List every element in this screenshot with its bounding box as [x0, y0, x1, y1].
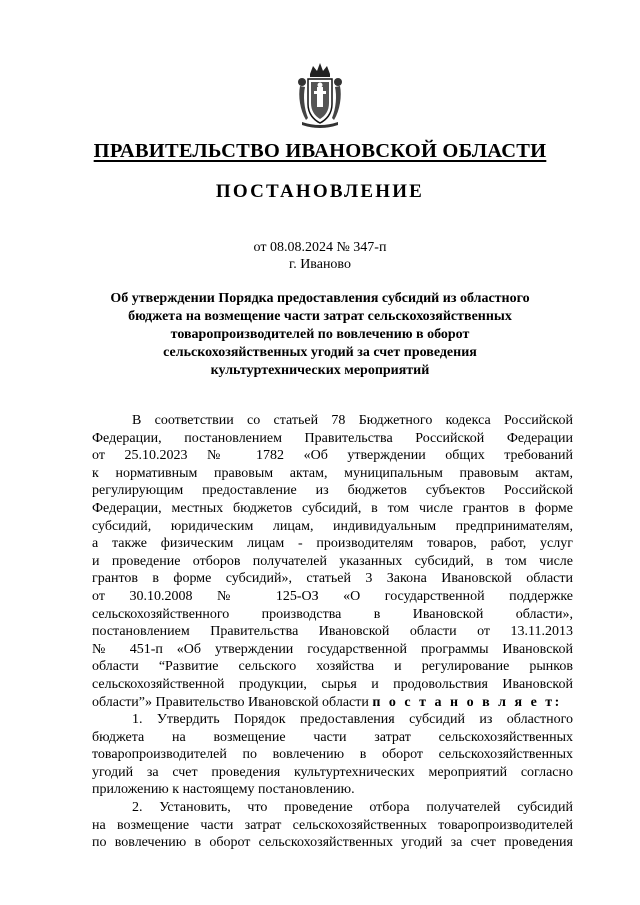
text-line: № 451-п «Об утверждении государственной программы Ивановской [92, 641, 573, 657]
resolves-word: п о с т а н о в л я е т: [372, 694, 562, 710]
preamble-last-line [92, 694, 573, 712]
organization-title: ПРАВИТЕЛЬСТВО ИВАНОВСКОЙ ОБЛАСТИ [93, 140, 547, 162]
text-line: области “Развитие сельского хозяйства и регулирование рынков [92, 659, 573, 675]
text-line: товаропроизводителей по вовлечению в оборот сельскохозяйственных [92, 747, 573, 763]
preamble-paragraph [92, 412, 573, 694]
text-line: от 30.10.2008 № 125-ОЗ «О государственной поддержке [92, 588, 573, 604]
document-subject: Об утверждении Порядка предоставления субсидий из областного бюджета на возмещение части затрат сельскохозяйственных товаропроизводителей по вовлечению в оборот сельскохозяйственных угодий за счет проведения культуртехнических мероприятий [110, 291, 530, 378]
item-2-paragraph [92, 799, 573, 852]
item-1-paragraph [92, 711, 573, 781]
text-line: 2. Установить, что проведение отбора получателей субсидий [132, 800, 573, 816]
text-line: от 25.10.2023 № 1782 «Об утверждении общих требований [92, 448, 573, 464]
text-line: угодий за счет проведения культуртехнических мероприятий согласно [92, 764, 573, 780]
item-1-last-line: приложению к настоящему постановлению. [92, 782, 355, 798]
text-line: постановлением Правительства Ивановской области от 13.11.2013 [92, 624, 573, 640]
document-body [92, 412, 573, 852]
city: г. Иваново [289, 257, 351, 272]
text-line: по вовлечению в оборот сельскохозяйственных угодий за счет проведения [92, 835, 573, 851]
preamble-last-text: области”» Правительство Ивановской области [92, 694, 373, 710]
text-line: Федерации, постановлением Правительства Российской Федерации [92, 430, 573, 446]
date-number: от 08.08.2024 № 347-п [253, 240, 387, 255]
text-line: Федерации, местных бюджетов субсидий, в том числе грантов в форме [92, 500, 573, 516]
text-line: сельскохозяйственной продукции, сырья и продовольствия Ивановской [92, 676, 573, 692]
text-line: а также физическим лицам - производителям товаров, работ, услуг [92, 536, 573, 552]
document-type: ПОСТАНОВЛЕНИЕ [215, 181, 425, 202]
text-line: к нормативным правовым актам, муниципальным правовым актам, [92, 465, 573, 481]
text-line: субсидий, юридическим лицам, индивидуальным предпринимателям, [92, 518, 573, 534]
text-line: регулирующим предоставление из бюджетов субъектов Российской [92, 483, 573, 499]
text-line: В соответствии со статьей 78 Бюджетного кодекса Российской [132, 413, 573, 428]
text-line: грантов в форме субсидий», статьей 3 Закона Ивановской области [92, 571, 573, 587]
text-line: сельскохозяйственного производства в Ивановской области», [92, 606, 573, 622]
text-line: и проведение отборов получателей указанных субсидий, в том числе [92, 553, 573, 569]
date-block [0, 239, 640, 273]
text-line: бюджета на возмещение части затрат сельскохозяйственных [92, 729, 573, 745]
text-line: на возмещение части затрат сельскохозяйственных товаропроизводителей [92, 817, 573, 833]
coat-of-arms-icon [296, 60, 344, 130]
text-line: 1. Утвердить Порядок предоставления субсидий из областного [132, 712, 573, 728]
